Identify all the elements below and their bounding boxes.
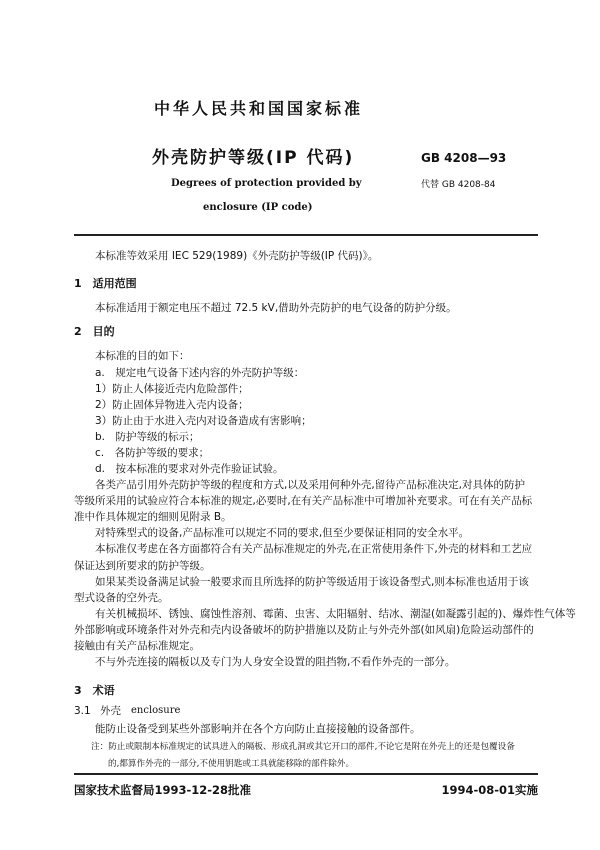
list-line: d. 按本标准的要求对外壳作验证试验。 [95,463,284,475]
national-standard-label: 中华人民共和国国家标准 [154,99,364,118]
paragraph-line: 有关机械损坏、锈蚀、腐蚀性溶剂、霉菌、虫害、太阳辐射、结冰、潮湿(如凝露引起的)、爆炸性气体等 [95,608,576,620]
footer-divider [74,773,538,775]
paragraph-line: 准中作具体规定的细则见附录 B。 [74,511,232,523]
section-1-body: 本标准适用于额定电压不超过 72.5 kV,借助外壳防护的电气设备的防护分级。 [95,302,457,314]
list-line: b. 防护等级的标示； [95,431,200,443]
paragraph-line: 本标准仅考虑在各方面都符合有关产品标准规定的外壳,在正常使用条件下,外壳的材料和工艺应 [95,543,533,555]
term-number: 3.1 [74,705,91,717]
paragraph-line: 不与外壳连接的隔板以及专门为人身安全设置的阻挡物,不看作外壳的一部分。 [95,656,456,668]
paragraph-line: 如果某类设备满足试验一般要求而且所选择的防护等级适用于该设备型式,则本标准也适用于该 [95,576,529,588]
replaces-standard: 代替 GB 4208-84 [421,180,496,190]
term-cn: 外壳 [100,705,121,717]
list-line: c. 各防护等级的要求； [95,447,210,459]
list-line: 本标准的目的如下： [95,350,190,362]
document-title-en-line2: enclosure (IP code) [203,202,313,213]
paragraph-line: 外部影响或环境条件对外壳和壳内设备破坏的防护措施以及防止与外壳外部(如风扇)危险运动部件的 [74,624,534,636]
approval-date: 国家技术监督局1993-12-28批准 [74,783,252,797]
standard-number: GB 4208—93 [421,151,507,165]
note-line: 注：防止或限制本标准规定的试具进入的隔板、形成孔洞或其它开口的部件,不论它是附在外壳上的还是包覆设备 [91,742,515,752]
note-line: 的,都算作外壳的一部分,不使用钥匙或工具就能移除的部件除外。 [108,759,355,769]
term-en: enclosure [131,705,181,716]
document-title-cn: 外壳防护等级(IP 代码) [152,148,355,168]
list-line: 1）防止人体接近壳内危险部件； [95,383,249,395]
list-line: 3）防止由于水进入壳内对设备造成有害影响； [95,415,312,427]
paragraph-line: 等级所采用的试验应符合本标准的规定,必要时,在有关产品标准中可增加补充要求。可在有关产品标 [74,495,533,507]
paragraph-line: 接触由有关产品标准规定。 [74,640,200,652]
implementation-date: 1994-08-01实施 [441,783,538,797]
section-1-heading: 1 适用范围 [74,277,137,290]
term-definition: 能防止设备受到某些外部影响并在各个方向防止直接接触的设备部件。 [95,723,421,735]
paragraph-line: 对特殊型式的设备,产品标准可以规定不同的要求,但至少要保证相同的安全水平。 [95,527,470,539]
document-title-en-line1: Degrees of protection provided by [171,178,362,189]
section-2-heading: 2 目的 [74,325,115,338]
paragraph-line: 型式设备的空外壳。 [74,592,169,604]
paragraph-line: 各类产品引用外壳防护等级的程度和方式,以及采用何种外壳,留待产品标准决定,对具体的防护 [95,479,526,491]
paragraph-line: 保证达到所要求的防护等级。 [74,560,211,572]
intro-text: 本标准等效采用 IEC 529(1989)《外壳防护等级(IP 代码)》。 [95,250,379,262]
list-line: 2）防止固体异物进入壳内设备； [95,399,249,411]
header-divider [74,234,538,236]
list-line: a. 规定电气设备下述内容的外壳防护等级： [95,367,305,379]
section-3-heading: 3 术语 [74,684,115,697]
